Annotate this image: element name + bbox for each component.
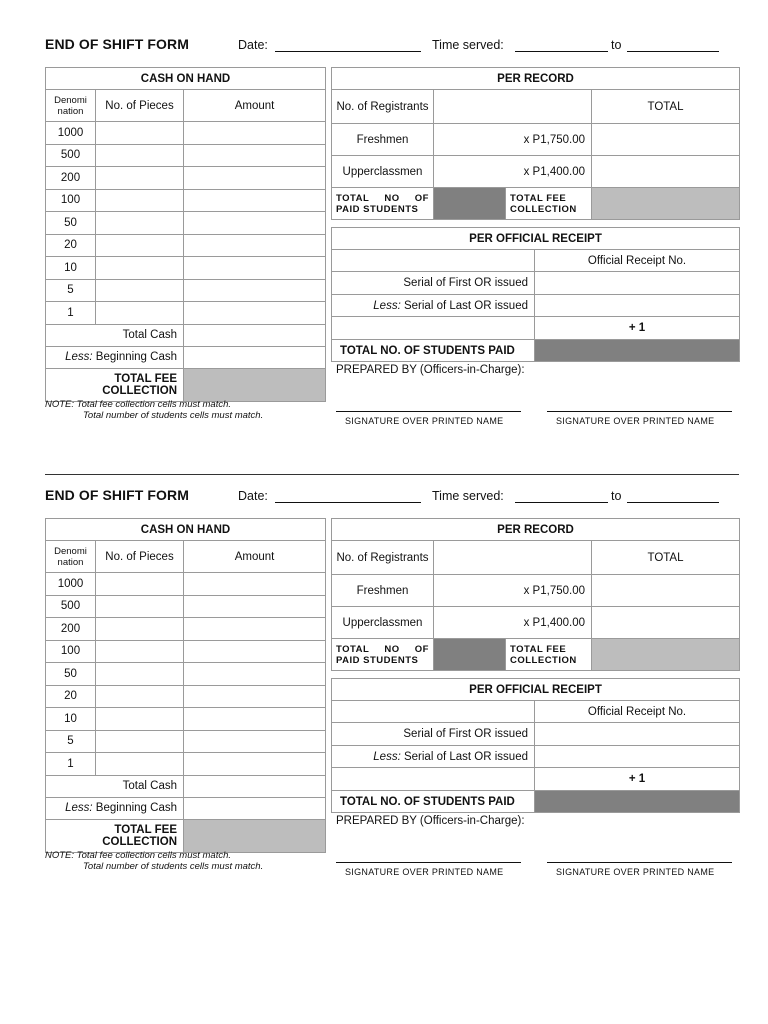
signature-line-1[interactable]: [336, 862, 521, 863]
total-cash-label: Total Cash: [46, 324, 184, 346]
pieces-cell[interactable]: [96, 234, 184, 257]
note-line-2: Total number of students cells must match.: [83, 861, 264, 872]
serial-last-label: [332, 746, 535, 768]
amount-cell[interactable]: [184, 279, 326, 302]
date-label: Date:: [238, 38, 268, 52]
serial-first-label: Serial of First OR issued: [332, 723, 535, 746]
end-of-shift-form: [0, 451, 768, 877]
plus-one-label: + 1: [535, 768, 740, 791]
denomination-value: 5: [46, 730, 96, 753]
freshmen-rate: x P1,750.00: [434, 124, 592, 156]
plus-one-blank-cell: [332, 768, 535, 791]
signature-line-2[interactable]: [547, 862, 732, 863]
denomination-row: [46, 708, 326, 731]
denomination-row: [46, 573, 326, 596]
date-field[interactable]: [275, 51, 421, 52]
per-record-table: [331, 67, 740, 220]
time-from-field[interactable]: [515, 502, 608, 503]
serial-first-label: Serial of First OR issued: [332, 272, 535, 295]
col-official-receipt-no: Official Receipt No.: [535, 701, 740, 723]
denomination-row: [46, 663, 326, 686]
record-total-fee-cell[interactable]: [592, 188, 740, 220]
prepared-by-label: PREPARED BY (Officers-in-Charge):: [336, 364, 525, 376]
per-record-heading: PER RECORD: [332, 519, 740, 541]
amount-cell[interactable]: [184, 708, 326, 731]
denomination-value: 100: [46, 640, 96, 663]
upperclassmen-total-cell[interactable]: [592, 607, 740, 639]
freshmen-rate: x P1,750.00: [434, 575, 592, 607]
beginning-cash-cell[interactable]: [184, 797, 326, 819]
col-amount: Amount: [184, 90, 326, 122]
amount-cell[interactable]: [184, 730, 326, 753]
upperclassmen-total-cell[interactable]: [592, 156, 740, 188]
amount-cell[interactable]: [184, 144, 326, 167]
col-no-of-pieces: No. of Pieces: [96, 541, 184, 573]
freshmen-label: Freshmen: [332, 124, 434, 156]
pieces-cell[interactable]: [96, 730, 184, 753]
denomination-value: 20: [46, 685, 96, 708]
col-official-receipt-no: Official Receipt No.: [535, 250, 740, 272]
col-no-of-pieces: No. of Pieces: [96, 90, 184, 122]
less-label: Less:: [65, 351, 93, 363]
serial-last-text: Serial of Last OR issued: [403, 299, 528, 312]
denomination-row: [46, 234, 326, 257]
official-receipt-table: [331, 227, 740, 362]
denomination-row: [46, 730, 326, 753]
total-cash-cell[interactable]: [184, 324, 326, 346]
denomination-row: [46, 685, 326, 708]
plus-one-blank-cell: [332, 317, 535, 340]
col-no-of-registrants: No. of Registrants: [332, 541, 434, 575]
per-record-heading: PER RECORD: [332, 68, 740, 90]
denomination-row: [46, 212, 326, 235]
pieces-cell[interactable]: [96, 167, 184, 190]
serial-last-cell[interactable]: [535, 746, 740, 768]
official-receipt-heading: PER OFFICIAL RECEIPT: [332, 679, 740, 701]
denomination-value: 500: [46, 595, 96, 618]
form-title: END OF SHIFT FORM: [45, 36, 190, 52]
serial-last-label: [332, 295, 535, 317]
total-cash-cell[interactable]: [184, 775, 326, 797]
denomination-value: 500: [46, 144, 96, 167]
serial-last-cell[interactable]: [535, 295, 740, 317]
pieces-cell[interactable]: [96, 640, 184, 663]
col-no-of-registrants: No. of Registrants: [332, 90, 434, 124]
total-students-paid-cell[interactable]: [535, 340, 740, 362]
registrants-blank-cell: [434, 541, 592, 575]
amount-cell[interactable]: [184, 595, 326, 618]
serial-first-cell[interactable]: [535, 723, 740, 746]
total-students-paid-cell[interactable]: [535, 791, 740, 813]
pieces-cell[interactable]: [96, 573, 184, 596]
serial-last-text: Serial of Last OR issued: [403, 750, 528, 763]
amount-cell[interactable]: [184, 573, 326, 596]
denomination-value: 50: [46, 663, 96, 686]
upperclassmen-rate: x P1,400.00: [434, 156, 592, 188]
col-total: TOTAL: [592, 541, 740, 575]
signature-label-2: SIGNATURE OVER PRINTED NAME: [556, 867, 715, 877]
denomination-value: 100: [46, 189, 96, 212]
total-cash-label: Total Cash: [46, 775, 184, 797]
official-receipt-heading: PER OFFICIAL RECEIPT: [332, 228, 740, 250]
amount-cell[interactable]: [184, 122, 326, 145]
registrants-blank-cell: [434, 90, 592, 124]
denomination-value: 5: [46, 279, 96, 302]
beginning-cash-text: Beginning Cash: [95, 802, 177, 814]
pieces-cell[interactable]: [96, 144, 184, 167]
pieces-cell[interactable]: [96, 663, 184, 686]
time-to-field[interactable]: [627, 502, 719, 503]
denomination-row: [46, 618, 326, 641]
pieces-cell[interactable]: [96, 279, 184, 302]
cash-on-hand-table: [45, 518, 326, 853]
amount-cell[interactable]: [184, 663, 326, 686]
freshmen-label: Freshmen: [332, 575, 434, 607]
to-label: to: [611, 489, 622, 503]
amount-cell[interactable]: [184, 189, 326, 212]
record-total-fee-label: TOTAL FEE COLLECTION: [506, 188, 592, 220]
denomination-row: [46, 302, 326, 325]
pieces-cell[interactable]: [96, 302, 184, 325]
date-field[interactable]: [275, 502, 421, 503]
col-denomination: Denomi nation: [46, 90, 96, 122]
cash-on-hand-table: [45, 67, 326, 402]
denomination-row: [46, 640, 326, 663]
record-total-fee-label: TOTAL FEE COLLECTION: [506, 639, 592, 671]
note-line-1: NOTE: Total fee collection cells must match.: [45, 399, 232, 410]
pieces-cell[interactable]: [96, 212, 184, 235]
total-paid-students-cell[interactable]: [434, 188, 506, 220]
signature-line-2[interactable]: [547, 411, 732, 412]
amount-cell[interactable]: [184, 167, 326, 190]
note-line-2: Total number of students cells must match.: [83, 410, 264, 421]
pieces-cell[interactable]: [96, 708, 184, 731]
col-denomination: Denomi nation: [46, 541, 96, 573]
pieces-cell[interactable]: [96, 595, 184, 618]
denomination-row: [46, 122, 326, 145]
amount-cell[interactable]: [184, 753, 326, 776]
signature-label-2: SIGNATURE OVER PRINTED NAME: [556, 416, 715, 426]
pieces-cell[interactable]: [96, 753, 184, 776]
time-to-field[interactable]: [627, 51, 719, 52]
denomination-value: 1: [46, 302, 96, 325]
beginning-cash-label: [46, 797, 184, 819]
col-amount: Amount: [184, 541, 326, 573]
denomination-row: [46, 144, 326, 167]
beginning-cash-label: [46, 346, 184, 368]
amount-cell[interactable]: [184, 618, 326, 641]
total-students-paid-label: TOTAL NO. OF STUDENTS PAID: [332, 791, 535, 813]
signature-label-1: SIGNATURE OVER PRINTED NAME: [345, 867, 504, 877]
pieces-cell[interactable]: [96, 257, 184, 280]
less-label: Less:: [373, 299, 401, 312]
denomination-row: [46, 167, 326, 190]
time-served-label: Time served:: [432, 489, 504, 503]
denomination-row: [46, 279, 326, 302]
denomination-value: 200: [46, 167, 96, 190]
denomination-value: 1000: [46, 122, 96, 145]
signature-label-1: SIGNATURE OVER PRINTED NAME: [345, 416, 504, 426]
freshmen-total-cell[interactable]: [592, 124, 740, 156]
denomination-value: 10: [46, 708, 96, 731]
upperclassmen-label: Upperclassmen: [332, 607, 434, 639]
upperclassmen-label: Upperclassmen: [332, 156, 434, 188]
plus-one-label: + 1: [535, 317, 740, 340]
less-label: Less:: [373, 750, 401, 763]
pieces-cell[interactable]: [96, 618, 184, 641]
per-record-table: [331, 518, 740, 671]
denomination-value: 200: [46, 618, 96, 641]
or-blank-cell: [332, 250, 535, 272]
pieces-cell[interactable]: [96, 189, 184, 212]
date-label: Date:: [238, 489, 268, 503]
less-label: Less:: [65, 802, 93, 814]
cash-on-hand-heading: CASH ON HAND: [46, 519, 326, 541]
beginning-cash-text: Beginning Cash: [95, 351, 177, 363]
pieces-cell[interactable]: [96, 122, 184, 145]
note-line-1: NOTE: Total fee collection cells must match.: [45, 850, 232, 861]
form-title: END OF SHIFT FORM: [45, 487, 190, 503]
denomination-row: [46, 257, 326, 280]
denomination-value: 10: [46, 257, 96, 280]
amount-cell[interactable]: [184, 302, 326, 325]
pieces-cell[interactable]: [96, 685, 184, 708]
record-total-fee-cell[interactable]: [592, 639, 740, 671]
total-fee-collection-cell[interactable]: [184, 368, 326, 401]
prepared-by-label: PREPARED BY (Officers-in-Charge):: [336, 815, 525, 827]
time-served-label: Time served:: [432, 38, 504, 52]
denomination-value: 1: [46, 753, 96, 776]
col-total: TOTAL: [592, 90, 740, 124]
total-students-paid-label: TOTAL NO. OF STUDENTS PAID: [332, 340, 535, 362]
amount-cell[interactable]: [184, 640, 326, 663]
freshmen-total-cell[interactable]: [592, 575, 740, 607]
amount-cell[interactable]: [184, 257, 326, 280]
beginning-cash-cell[interactable]: [184, 346, 326, 368]
end-of-shift-form: [0, 0, 768, 426]
amount-cell[interactable]: [184, 685, 326, 708]
form-divider: [45, 474, 739, 475]
denomination-row: [46, 595, 326, 618]
official-receipt-table: [331, 678, 740, 813]
to-label: to: [611, 38, 622, 52]
total-fee-collection-label: TOTAL FEE COLLECTION: [46, 819, 184, 852]
serial-first-cell[interactable]: [535, 272, 740, 295]
total-fee-collection-label: TOTAL FEE COLLECTION: [46, 368, 184, 401]
total-paid-students-label: TOTAL NO OF PAID STUDENTS: [332, 639, 434, 671]
denomination-row: [46, 189, 326, 212]
denomination-value: 1000: [46, 573, 96, 596]
denomination-value: 20: [46, 234, 96, 257]
or-blank-cell: [332, 701, 535, 723]
amount-cell[interactable]: [184, 234, 326, 257]
total-fee-collection-cell[interactable]: [184, 819, 326, 852]
denomination-row: [46, 753, 326, 776]
denomination-value: 50: [46, 212, 96, 235]
cash-on-hand-heading: CASH ON HAND: [46, 68, 326, 90]
time-from-field[interactable]: [515, 51, 608, 52]
total-paid-students-cell[interactable]: [434, 639, 506, 671]
amount-cell[interactable]: [184, 212, 326, 235]
upperclassmen-rate: x P1,400.00: [434, 607, 592, 639]
total-paid-students-label: TOTAL NO OF PAID STUDENTS: [332, 188, 434, 220]
signature-line-1[interactable]: [336, 411, 521, 412]
